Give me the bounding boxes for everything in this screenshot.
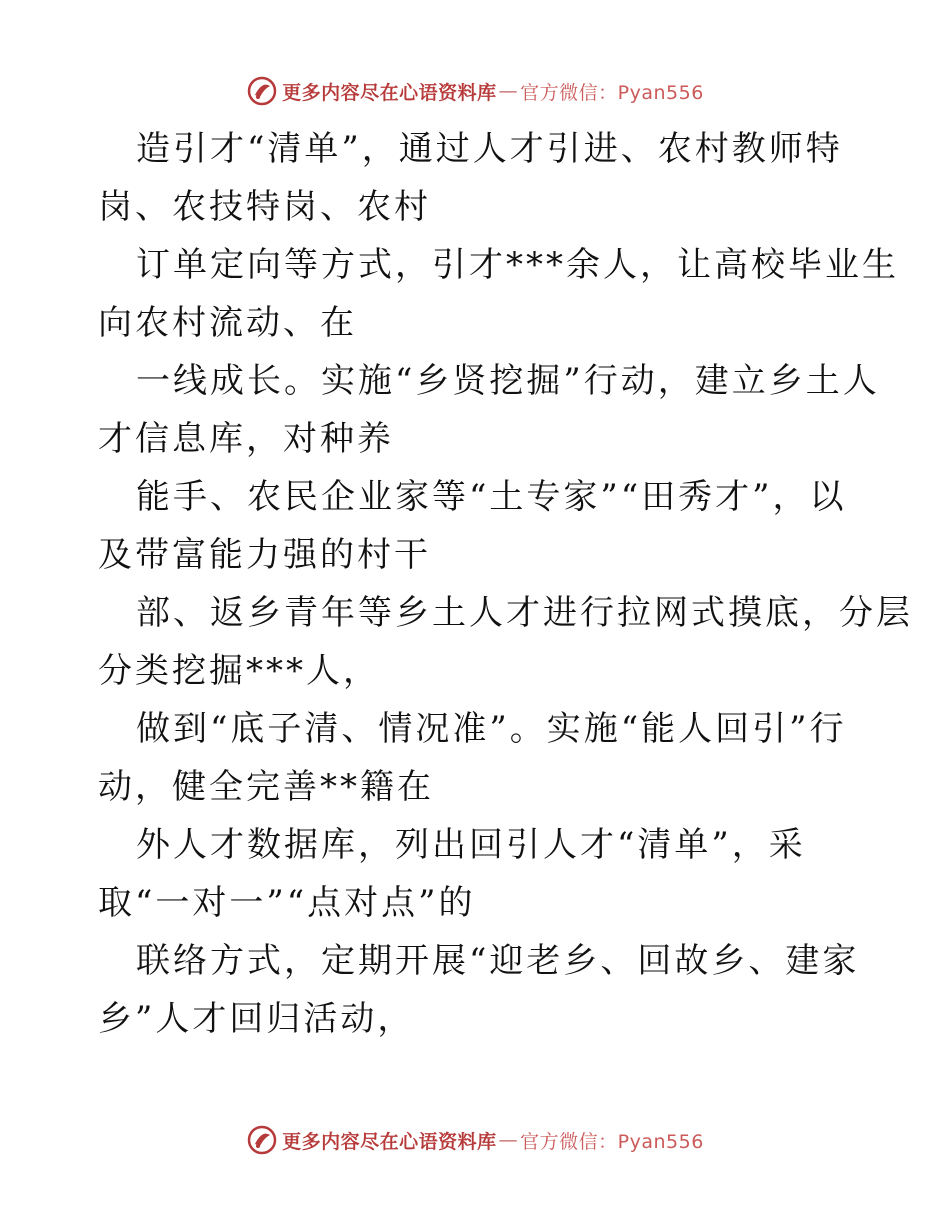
- text-line: 岗、农技特岗、农村: [98, 187, 431, 227]
- text-line: 乡”人才回归活动，: [98, 999, 415, 1039]
- logo-icon: [246, 75, 278, 107]
- footer-watermark: [0, 1120, 950, 1160]
- watermark-site-text: 更多内容尽在心语资料库: [282, 81, 497, 104]
- logo-icon: [246, 1124, 278, 1156]
- text-line: 订单定向等方式，引才***余人，让高校毕业生: [136, 245, 899, 285]
- text-line: 做到“底子清、情况准”。实施“能人回引”行: [136, 709, 847, 749]
- watermark-wechat-text: 官方微信：Pyan556: [520, 1130, 704, 1153]
- text-line: 分类挖掘***人，: [98, 651, 380, 691]
- text-line: 及带富能力强的村干: [98, 535, 431, 575]
- text-line: 联络方式，定期开展“迎老乡、回故乡、建家: [136, 941, 860, 981]
- text-line: 才信息库，对种养: [98, 419, 394, 459]
- text-line: 外人才数据库，列出回引人才“清单”，采: [136, 825, 806, 865]
- document-body: [98, 120, 913, 1048]
- header-watermark: [0, 71, 950, 111]
- text-line: 动，健全完善**籍在: [98, 767, 434, 807]
- watermark-dash: —: [498, 80, 519, 102]
- text-line: 能手、农民企业家等“土专家”“田秀才”，以: [136, 477, 847, 517]
- watermark-site-text: 更多内容尽在心语资料库: [282, 1130, 497, 1153]
- text-line: 取“一对一”“点对点”的: [98, 883, 476, 923]
- text-line: 向农村流动、在: [98, 303, 357, 343]
- text-line: 造引才“清单”，通过人才引进、农村教师特: [136, 129, 843, 169]
- watermark-wechat-text: 官方微信：Pyan556: [520, 81, 704, 104]
- text-line: 部、返乡青年等乡土人才进行拉网式摸底，分层: [136, 593, 913, 633]
- text-line: 一线成长。实施“乡贤挖掘”行动，建立乡土人: [136, 361, 880, 401]
- watermark-dash: —: [498, 1129, 519, 1151]
